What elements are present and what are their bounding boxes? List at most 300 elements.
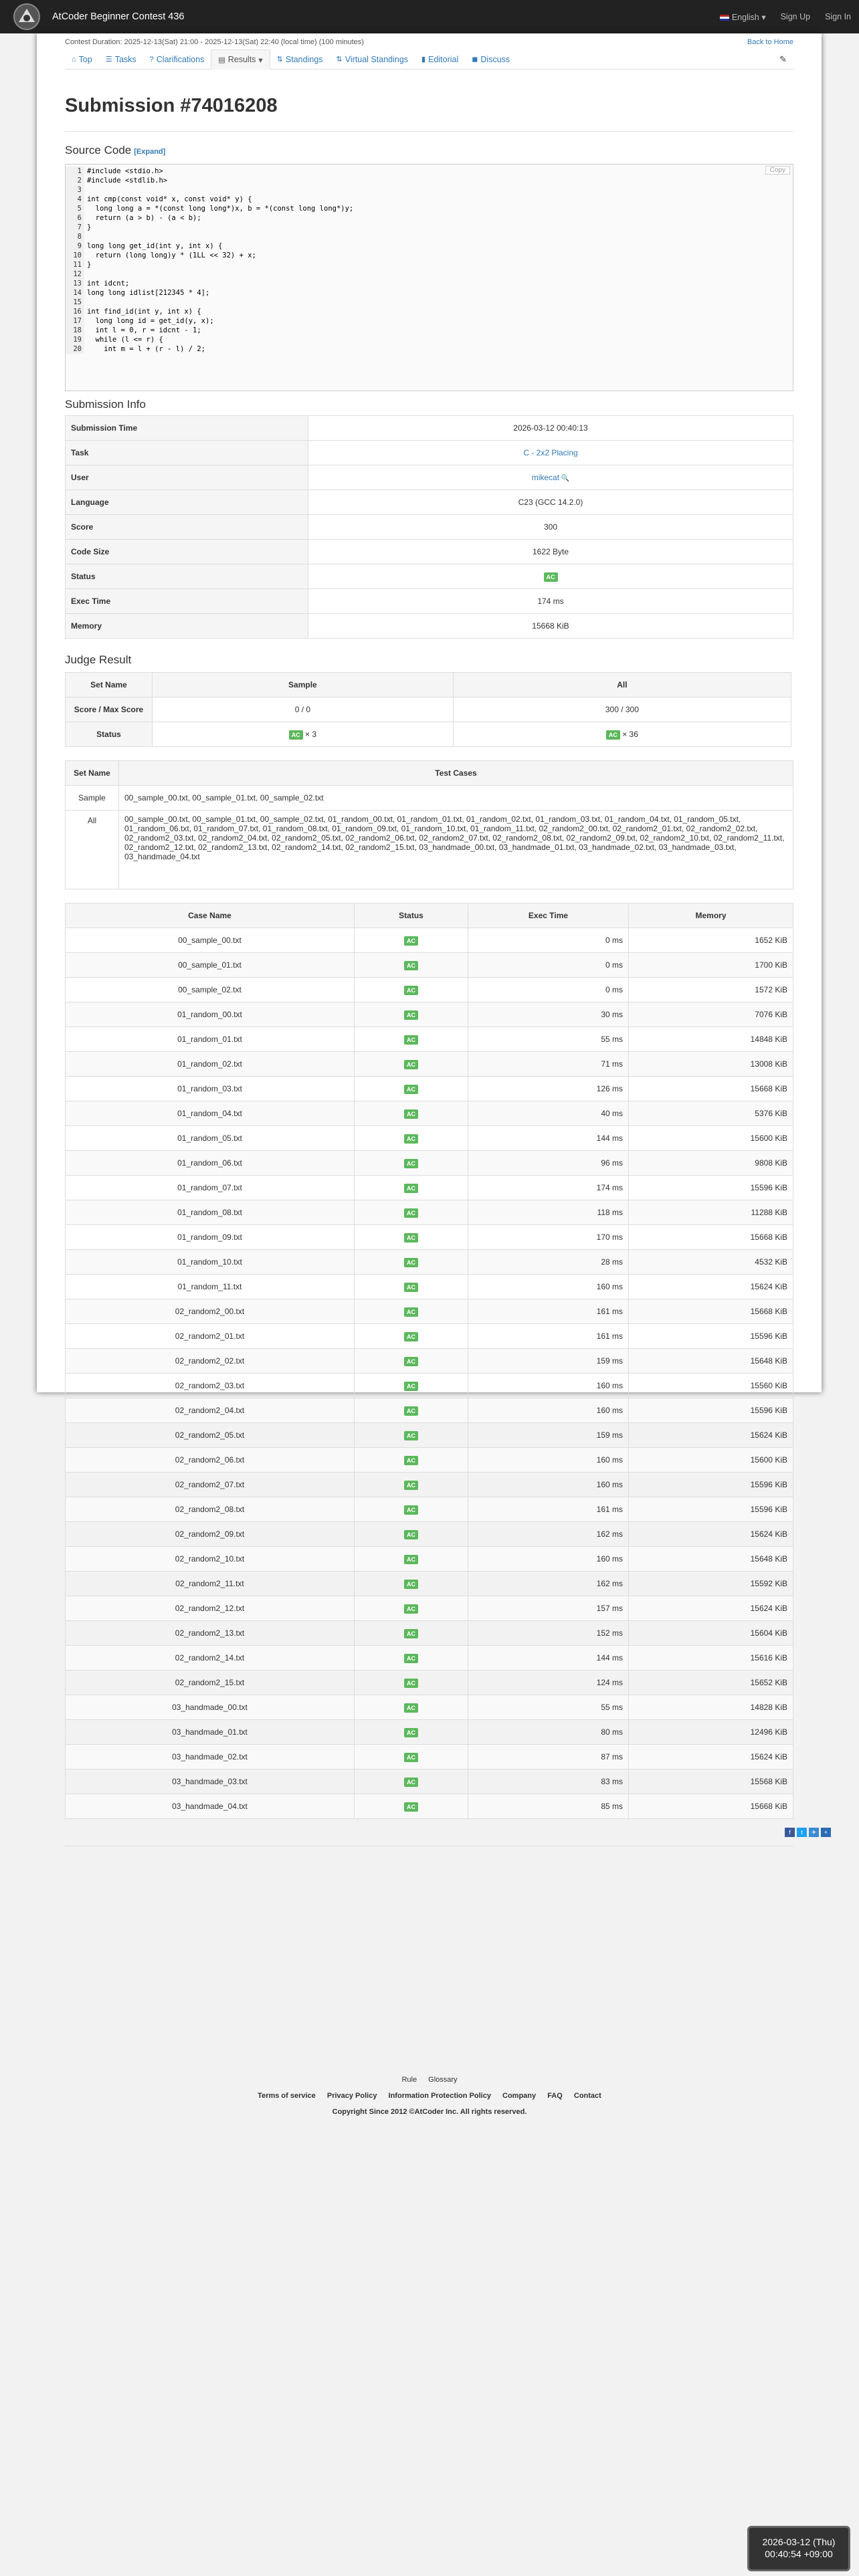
info-value-text: 174 ms [537,597,564,606]
case-memory: 15560 KiB [629,1374,793,1398]
ac-badge: AC [289,730,303,740]
share-buttons [785,1828,831,1837]
task-link[interactable]: C - 2x2 Placing [523,448,578,457]
case-name: 03_handmade_02.txt [66,1745,355,1769]
case-name: 02_random2_04.txt [66,1398,355,1423]
case-name: 02_random2_06.txt [66,1448,355,1473]
case-memory: 15652 KiB [629,1671,793,1695]
source-code-box[interactable] [65,164,793,391]
footer-contact-link[interactable]: Contact [573,2092,601,2100]
case-status [355,1077,468,1101]
code-line [66,232,793,241]
tab-editorial[interactable]: ▮ Editorial [421,54,459,64]
case-name: 01_random_01.txt [66,1027,355,1052]
case-memory: 15668 KiB [629,1225,793,1250]
judge-result-heading: Judge Result [65,653,132,666]
case-name: 03_handmade_03.txt [66,1769,355,1794]
twitter-icon[interactable]: t [797,1828,807,1837]
table-row [66,1324,793,1349]
case-memory: 15648 KiB [629,1349,793,1374]
code-text [84,298,87,307]
footer-glossary-link[interactable]: Glossary [428,2076,458,2084]
case-exec-time: 124 ms [468,1671,629,1695]
case-exec-time: 157 ms [468,1596,629,1621]
ac-badge: AC [404,1382,418,1391]
case-status [355,1596,468,1621]
table-row [66,1671,793,1695]
table-row [66,1374,793,1398]
case-exec-time: 87 ms [468,1745,629,1769]
code-text: #include <stdio.h> [87,167,163,175]
line-number: 20 [66,344,84,354]
info-value [308,515,793,540]
ac-badge: AC [404,1357,418,1366]
sort-icon: ⇅ [276,56,283,64]
info-row [66,490,793,515]
cases-header-status: Status [355,903,468,928]
judge-header-sample: Sample [153,673,454,697]
case-name: 02_random2_07.txt [66,1473,355,1497]
case-status [355,1572,468,1596]
case-memory: 15596 KiB [629,1398,793,1423]
footer-rule-link[interactable]: Rule [401,2076,417,2084]
info-value [308,564,793,589]
ac-badge: AC [404,1307,418,1317]
case-name: 02_random2_02.txt [66,1349,355,1374]
case-status [355,1769,468,1794]
case-name: 00_sample_02.txt [66,978,355,1002]
case-status [355,1398,468,1423]
code-line [66,223,793,232]
ac-badge: AC [404,1481,418,1490]
tab-standings[interactable]: ⇅ Standings [276,54,323,64]
back-to-home-link[interactable]: Back to Home [747,38,793,46]
tab-tasks[interactable]: ☰ Tasks [105,54,136,64]
code-text: return (long long)y * (1LL << 32) + x; [87,251,256,259]
line-number: 1 [66,167,84,176]
expand-link[interactable]: [Expand] [134,148,166,156]
info-value-text: 2026-03-12 00:40:13 [513,423,588,433]
line-number: 13 [66,279,84,288]
ac-badge: AC [404,1802,418,1812]
set-name-all: All [66,811,119,889]
case-memory: 14848 KiB [629,1027,793,1052]
sort-icon: ⇅ [336,56,343,64]
fixed-clock [747,2526,850,2571]
code-line [66,167,793,176]
ac-badge: AC [404,1530,418,1539]
line-number: 4 [66,195,84,204]
info-value [308,416,793,441]
table-row [66,928,793,953]
test-cases-table [65,903,793,1819]
code-line [66,344,793,354]
code-text: int l = 0, r = idcnt - 1; [87,326,201,334]
case-name: 02_random2_14.txt [66,1646,355,1671]
table-row [66,1077,793,1101]
line-number: 11 [66,260,84,270]
case-status [355,928,468,953]
case-memory: 13008 KiB [629,1052,793,1077]
table-row [66,1225,793,1250]
case-exec-time: 0 ms [468,953,629,978]
line-number: 7 [66,223,84,232]
case-exec-time: 160 ms [468,1374,629,1398]
table-row [66,1176,793,1200]
case-exec-time: 170 ms [468,1225,629,1250]
case-memory: 11288 KiB [629,1200,793,1225]
ac-badge: AC [404,1778,418,1787]
case-status [355,1176,468,1200]
case-exec-time: 159 ms [468,1423,629,1448]
ac-badge: AC [404,1406,418,1416]
list-icon: ☰ [105,56,112,64]
tab-results[interactable]: ▤ Results ▾ [211,49,270,70]
table-row [66,1621,793,1646]
info-label: Exec Time [66,589,308,614]
case-status [355,1275,468,1299]
case-exec-time: 0 ms [468,978,629,1002]
line-number: 18 [66,326,84,335]
table-row [66,1769,793,1794]
code-line [66,204,793,213]
line-number: 5 [66,204,84,213]
case-status [355,1151,468,1176]
case-name: 02_random2_10.txt [66,1547,355,1572]
line-number: 12 [66,270,84,279]
copy-button[interactable]: Copy [765,166,790,175]
case-exec-time: 85 ms [468,1794,629,1819]
ac-badge: AC [404,1555,418,1564]
judge-header-all: All [453,673,791,697]
case-exec-time: 160 ms [468,1275,629,1299]
ac-badge: AC [404,1629,418,1638]
case-memory: 9808 KiB [629,1151,793,1176]
footer-ipp-link[interactable]: Information Protection Policy [388,2092,491,2100]
atcoder-logo[interactable] [8,0,45,33]
sets-header-cases: Test Cases [119,761,793,786]
case-status [355,1225,468,1250]
case-name: 02_random2_05.txt [66,1423,355,1448]
case-name: 02_random2_11.txt [66,1572,355,1596]
ac-badge: AC [404,1010,418,1020]
case-exec-time: 152 ms [468,1621,629,1646]
case-name: 03_handmade_01.txt [66,1720,355,1745]
code-line [66,185,793,195]
code-line [66,316,793,326]
info-row [66,614,793,639]
cases-header-memory: Memory [629,903,793,928]
code-line [66,176,793,185]
ac-badge: AC [404,1431,418,1440]
case-exec-time: 30 ms [468,1002,629,1027]
case-name: 02_random2_01.txt [66,1324,355,1349]
language-dropdown[interactable]: English ▾ [720,12,766,22]
case-memory: 1652 KiB [629,928,793,953]
table-row [66,1596,793,1621]
ac-badge: AC [404,1703,418,1713]
ac-badge: AC [404,1109,418,1119]
code-text: int idcnt; [87,280,130,288]
judge-header-set: Set Name [66,673,153,697]
case-status [355,1299,468,1324]
info-label: User [66,465,308,490]
table-row [66,1052,793,1077]
case-status [355,1448,468,1473]
case-status [355,978,468,1002]
line-number: 14 [66,288,84,298]
ac-badge: AC [404,1679,418,1688]
case-status [355,1547,468,1572]
case-status [355,1794,468,1819]
info-label: Status [66,564,308,589]
case-memory: 12496 KiB [629,1720,793,1745]
score-label: Score / Max Score [66,697,153,722]
line-number: 15 [66,298,84,307]
table-row [66,1398,793,1423]
code-text: long long idlist[212345 * 4]; [87,289,210,297]
case-exec-time: 160 ms [468,1547,629,1572]
ac-badge: AC [404,1035,418,1045]
case-name: 00_sample_01.txt [66,953,355,978]
case-memory: 15668 KiB [629,1077,793,1101]
set-name-sample: Sample [66,786,119,811]
table-row [66,978,793,1002]
case-name: 01_random_00.txt [66,1002,355,1027]
signup-link[interactable]: Sign Up [780,12,811,21]
sample-score: 0 / 0 [153,697,454,722]
case-exec-time: 40 ms [468,1101,629,1126]
test-sets-table [65,760,793,889]
case-exec-time: 160 ms [468,1473,629,1497]
ac-badge: AC [404,1184,418,1193]
info-row [66,416,793,441]
ac-badge: AC [404,936,418,946]
table-row [66,1695,793,1720]
case-exec-time: 161 ms [468,1324,629,1349]
case-status [355,1374,468,1398]
code-text [84,232,87,241]
case-name: 02_random2_13.txt [66,1621,355,1646]
facebook-icon[interactable]: f [785,1828,795,1837]
case-memory: 5376 KiB [629,1101,793,1126]
case-exec-time: 162 ms [468,1522,629,1547]
share-plus-icon[interactable]: + [821,1828,831,1837]
all-status: AC × 36 [453,722,791,747]
cases-header-name: Case Name [66,903,355,928]
footer-faq-link[interactable]: FAQ [547,2092,563,2100]
table-row [66,1720,793,1745]
footer-privacy-link[interactable]: Privacy Policy [326,2092,377,2100]
code-line [66,241,793,251]
case-name: 01_random_08.txt [66,1200,355,1225]
info-value [308,465,793,490]
tab-discuss[interactable]: ◼ Discuss [472,54,510,64]
ac-badge: AC [544,572,558,582]
user-link[interactable]: mikecat [531,473,560,482]
info-row [66,564,793,589]
case-name: 01_random_06.txt [66,1151,355,1176]
case-memory: 15600 KiB [629,1448,793,1473]
info-label: Submission Time [66,416,308,441]
table-row [66,1497,793,1522]
line-number: 3 [66,185,84,195]
source-code-heading: Source Code [Expand] [65,144,166,156]
copyright: Copyright Since 2012 ©AtCoder Inc. All rights reserved. [332,2108,527,2116]
contest-title[interactable]: AtCoder Beginner Contest 436 [52,11,185,22]
submission-info-table [65,415,793,639]
line-number: 2 [66,176,84,185]
code-line [66,288,793,298]
table-row [66,1572,793,1596]
sets-header-name: Set Name [66,761,119,786]
info-label: Code Size [66,540,308,564]
ac-badge: AC [404,1208,418,1218]
clock-date: 2026-03-12 (Thu) [762,2537,836,2547]
case-status [355,1646,468,1671]
tab-top[interactable]: ⌂ Top [72,54,92,64]
code-line [66,251,793,260]
code-line [66,307,793,316]
case-status [355,1052,468,1077]
info-value [308,441,793,465]
info-row [66,515,793,540]
case-memory: 15624 KiB [629,1522,793,1547]
ac-badge: AC [404,1159,418,1168]
case-exec-time: 55 ms [468,1695,629,1720]
code-line [66,279,793,288]
case-name: 01_random_11.txt [66,1275,355,1299]
tab-clarifications[interactable]: ? Clarifications [149,54,205,64]
info-row [66,465,793,490]
table-row [66,1101,793,1126]
code-text: int cmp(const void* x, const void* y) { [87,195,252,203]
case-status [355,1522,468,1547]
table-row [66,1423,793,1448]
case-name: 02_random2_15.txt [66,1671,355,1695]
set-cases-all: 00_sample_00.txt, 00_sample_01.txt, 00_sample_02.txt, 01_random_00.txt, 01_random_01.txt, 01_random_02.txt, 01_random_03.txt, 01_random_04.txt, 01_random_05.txt, 01_random_06.txt, 01_random_07.txt, 01_random_08.txt, 01_random_09.txt, 01_random_10.txt, 01_random_11.txt, 02_random2_00.txt, 02_random2_01.txt, 02_random2_02.txt, 02_random2_03.txt, 02_random2_04.txt, 02_random2_05.txt, 02_random2_06.txt, 02_random2_07.txt, 02_random2_08.txt, 02_random2_09.txt, 02_random2_10.txt, 02_random2_11.txt, 02_random2_12.txt, 02_random2_13.txt, 02_random2_14.txt, 02_random2_15.txt, 03_handmade_00.txt, 03_handmade_01.txt, 03_handmade_02.txt, 03_handmade_03.txt, 03_handmade_04.txt [119,811,793,889]
footer-company-link[interactable]: Company [502,2092,537,2100]
cases-header-time: Exec Time [468,903,629,928]
case-memory: 15592 KiB [629,1572,793,1596]
case-exec-time: 28 ms [468,1250,629,1275]
code-text: long long get_id(int y, int x) { [87,242,223,250]
code-line [66,213,793,223]
code-line [66,326,793,335]
set-cases-sample: 00_sample_00.txt, 00_sample_01.txt, 00_sample_02.txt [119,786,793,811]
info-value-text: 15668 KiB [532,621,569,631]
code-text: long long id = get_id(y, x); [87,317,214,325]
top-navbar [0,0,859,33]
case-memory: 15668 KiB [629,1299,793,1324]
telegram-icon[interactable]: ✈ [809,1828,819,1837]
sample-status: AC × 3 [153,722,454,747]
case-status [355,953,468,978]
case-exec-time: 118 ms [468,1200,629,1225]
case-status [355,1002,468,1027]
case-status [355,1720,468,1745]
case-memory: 15668 KiB [629,1794,793,1819]
tab-virtual-standings[interactable]: ⇅ Virtual Standings [336,54,409,64]
case-memory: 15624 KiB [629,1745,793,1769]
case-name: 00_sample_00.txt [66,928,355,953]
code-text: int m = l + (r - l) / 2; [87,345,206,353]
line-number: 19 [66,335,84,344]
ac-badge: AC [404,1085,418,1094]
table-row [66,1299,793,1324]
pin-icon[interactable]: ✎ [779,54,787,64]
info-label: Task [66,441,308,465]
table-row [66,1126,793,1151]
divider [65,131,793,132]
line-number: 10 [66,251,84,260]
table-row [66,1522,793,1547]
clock-time: 00:40:54 +09:00 [765,2549,833,2559]
home-icon: ⌂ [72,55,76,64]
case-name: 01_random_05.txt [66,1126,355,1151]
case-name: 02_random2_03.txt [66,1374,355,1398]
code-text: int find_id(int y, int x) { [87,308,201,316]
case-exec-time: 126 ms [468,1077,629,1101]
case-memory: 4532 KiB [629,1250,793,1275]
case-name: 01_random_09.txt [66,1225,355,1250]
footer-terms-link[interactable]: Terms of service [258,2092,316,2100]
ac-badge: AC [404,1654,418,1663]
footer [0,2076,859,2124]
code-text: } [87,223,92,231]
ac-badge: AC [404,1505,418,1515]
case-name: 02_random2_12.txt [66,1596,355,1621]
table-row [66,1349,793,1374]
table-row [66,1547,793,1572]
contest-tabs [65,49,793,70]
ac-badge: AC [404,1283,418,1292]
code-line [66,260,793,270]
info-label: Language [66,490,308,515]
info-value-text: 300 [543,522,558,532]
table-row [66,1745,793,1769]
main-container [37,33,822,1811]
case-name: 01_random_03.txt [66,1077,355,1101]
table-row [66,1473,793,1497]
all-score: 300 / 300 [453,697,791,722]
judge-result-table [65,672,791,747]
line-number: 8 [66,232,84,241]
case-status [355,1695,468,1720]
info-label: Score [66,515,308,540]
comment-icon: ◼ [472,56,478,64]
case-status [355,1671,468,1695]
signin-link[interactable]: Sign In [825,12,851,21]
case-exec-time: 144 ms [468,1646,629,1671]
table-row [66,1794,793,1819]
case-exec-time: 96 ms [468,1151,629,1176]
code-text: long long a = *(const long long*)x, b = *(const long long*)y; [87,205,354,213]
case-status [355,1423,468,1448]
search-icon[interactable]: 🔍 [559,475,570,482]
case-memory: 1700 KiB [629,953,793,978]
case-status [355,1473,468,1497]
ac-badge: AC [404,1332,418,1341]
line-number: 17 [66,316,84,326]
case-exec-time: 160 ms [468,1448,629,1473]
case-name: 01_random_10.txt [66,1250,355,1275]
book-icon: ▮ [421,56,426,64]
table-row [66,1002,793,1027]
case-memory: 15596 KiB [629,1176,793,1200]
submission-info-heading: Submission Info [65,398,146,411]
code-text: } [87,261,92,269]
